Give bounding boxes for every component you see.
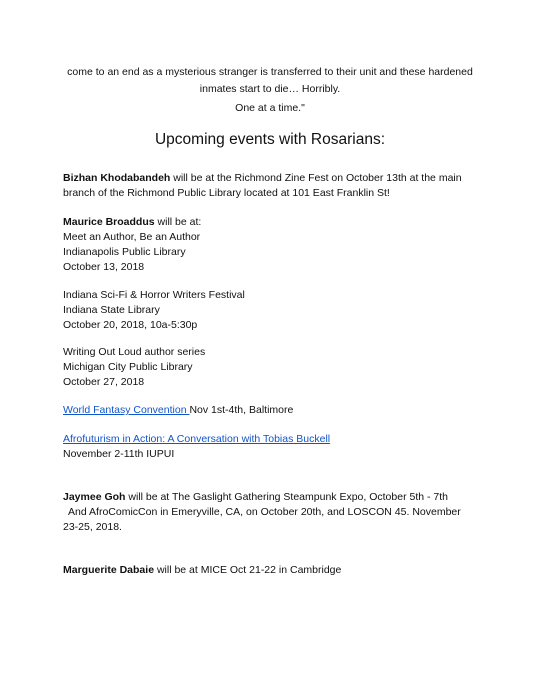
- event-title: Writing Out Loud author series: [63, 346, 206, 358]
- maurice-intro-text: will be at:: [154, 216, 202, 228]
- jaymee-line-1: will be at The Gaslight Gathering Steampunk Expo, October 5th - 7th: [125, 491, 449, 503]
- intro-line-2: inmates start to die… Horribly.: [199, 83, 341, 95]
- wfc-event: [63, 403, 483, 418]
- maurice-event-3: [63, 345, 483, 390]
- event-place: Michigan City Public Library: [63, 361, 193, 373]
- bizhan-event: [63, 171, 483, 201]
- marguerite-line-1: will be at MICE Oct 21-22 in Cambridge: [154, 564, 342, 576]
- wfc-dates: Nov 1st-4th, Baltimore: [189, 404, 294, 416]
- world-fantasy-convention-link[interactable]: World Fantasy Convention: [63, 404, 190, 416]
- maurice-event-2: [63, 288, 483, 333]
- marguerite-event: [63, 563, 483, 578]
- afrofuturism-date: November 2-11th IUPUI: [63, 448, 175, 460]
- events-heading: Upcoming events with Rosarians:: [154, 131, 386, 148]
- event-title: Indiana Sci-Fi & Horror Writers Festival: [63, 289, 245, 301]
- maurice-name: Maurice Broaddus: [63, 216, 155, 228]
- event-date: October 20, 2018, 10a-5:30p: [63, 319, 198, 331]
- marguerite-name: Marguerite Dabaie: [63, 564, 155, 576]
- intro-closer: One at a time.": [235, 102, 305, 114]
- event-date: October 13, 2018: [63, 261, 145, 273]
- bizhan-line-1: will be at the Richmond Zine Fest on October 13th at the main: [170, 172, 462, 184]
- afrofuturism-event: [63, 432, 483, 462]
- event-title: Meet an Author, Be an Author: [63, 231, 201, 243]
- intro-paragraph: [40, 64, 500, 98]
- jaymee-event: [63, 490, 483, 535]
- intro-line-1: come to an end as a mysterious stranger is transferred to their unit and these hardened: [67, 66, 473, 78]
- bizhan-name: Bizhan Khodabandeh: [63, 172, 171, 184]
- event-place: Indianapolis Public Library: [63, 246, 186, 258]
- event-place: Indiana State Library: [63, 304, 160, 316]
- jaymee-name: Jaymee Goh: [63, 491, 126, 503]
- jaymee-line-3: 23-25, 2018.: [63, 521, 122, 533]
- event-date: October 27, 2018: [63, 376, 145, 388]
- bizhan-line-2: branch of the Richmond Public Library located at 101 East Franklin St!: [63, 187, 390, 199]
- maurice-intro: [63, 215, 483, 275]
- jaymee-line-2: And AfroComicCon in Emeryville, CA, on October 20th, and LOSCON 45. November: [68, 506, 461, 518]
- afrofuturism-link[interactable]: Afrofuturism in Action: A Conversation with Tobias Buckell: [63, 433, 331, 445]
